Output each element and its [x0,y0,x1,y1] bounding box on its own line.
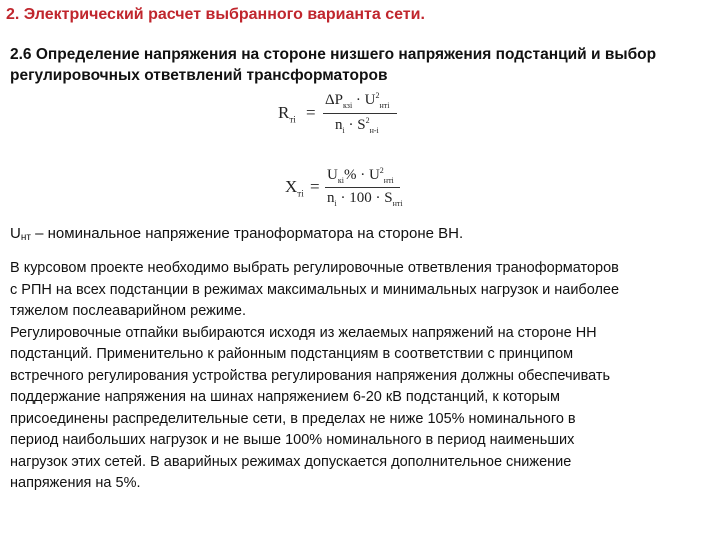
body-line: В курсовом проекте необходимо выбрать регулировочные ответвления траноформаторов [10,260,619,276]
body-line: Регулировочные отпайки выбираются исходя из желаемых напряжений на стороне НН [10,324,597,341]
formula-r-denominator: $n_i \cdot S^2_{н-i}$ [335,116,379,135]
formula-r-lhs: $R_{тi}$ [278,103,296,125]
body-line: поддержание напряжения на шинах напряжением 6-20 кВ подстанций, к которым [10,389,560,405]
formula-x-denominator: $n_i \cdot 100 \cdot S_{нтi}$ [327,190,403,208]
body-line: напряжения на 5%. [10,475,141,491]
formula-r-equals: = [306,103,316,122]
definition-symbol-subscript: нт [20,232,31,243]
definition-text: – номинальное напряжение траноформатора на стороне ВН. [30,225,464,242]
formula-x-lhs: $X_{тi}$ [285,177,304,199]
formula-r-numerator: $\Delta P_{кзi} \cdot U^2_{нтi}$ [325,91,390,110]
body-line: тяжелом послеаварийном режиме. [10,303,246,319]
body-paragraph [10,258,710,495]
body-line: период наибольших нагрузок и не выше 100% номинального в период наименьших [10,432,575,448]
body-line: встречного регулирования устройства регулирования напряжения должны обеспечивать [10,367,611,384]
formula-r-fraction-bar [323,113,397,114]
variable-definition [10,225,463,243]
formula-x-fraction-bar [325,187,400,188]
slide-title: 2. Электрический расчет выбранного варианта сети. [6,6,425,23]
body-line: нагрузок этих сетей. В аварийных режимах допускается дополнительное снижение [10,453,572,470]
formula-x-numerator: $U_{кi}\% \cdot U^2_{нтi}$ [327,166,394,185]
body-line: подстанций. Применительно к районным подстанциям в соответствии с принципом [10,346,574,362]
body-line: присоединены распределительные сети, в пределах не ниже 105% номинального в [10,410,576,427]
section-title: 2.6 Определение напряжения на стороне низшего напряжения подстанций и выбор регулировочных ответвлений трансформаторов [10,46,657,84]
definition-symbol: U [10,225,21,242]
formula-x-equals: = [310,177,320,196]
body-line: с РПН на всех подстанции в режимах максимальных и минимальных нагрузок и наиболее [10,281,620,298]
